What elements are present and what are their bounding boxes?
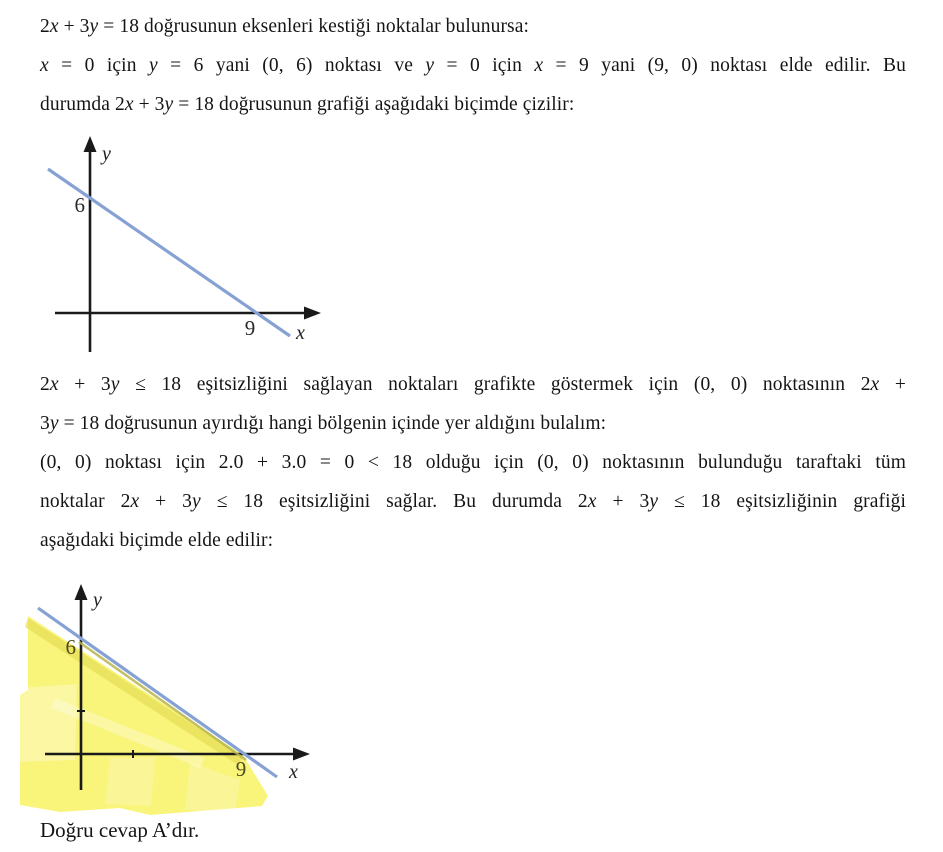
x-axis-arrowhead-icon [293,748,310,761]
math-variable: x [870,374,880,395]
text-segment: durumda 2 [40,94,125,115]
text-line [40,521,906,560]
x-axis-label: x [296,322,305,344]
text-line [40,46,906,85]
text-line [40,7,906,46]
y-axis-arrowhead-icon [75,584,88,600]
text-segment: aşağıdaki biçimde elde edilir: [40,530,274,551]
text-segment: = 6 yani (0, 6) noktası ve [157,55,426,76]
text-segment: ≤ 18 eşitsizliğini sağlayan noktaları grafikte göstermek için (0, 0) noktasının 2 [119,374,871,395]
inequality-graph [15,580,327,822]
x-axis-arrowhead-icon [304,307,321,320]
text-line [40,443,906,482]
math-variable: x [587,491,597,512]
math-variable: x [130,491,140,512]
math-variable: y [148,55,158,76]
highlight-light-patch [105,757,155,806]
text-segment: (0, 0) noktası için 2.0 + 3.0 = 0 < 18 olduğu için (0, 0) noktasının bulunduğu taraftaki tüm [40,452,906,473]
line-graph [40,136,340,356]
text-line [40,482,906,521]
text-segment: ≤ 18 eşitsizliğinin grafiği [658,491,906,512]
text-segment: noktalar 2 [40,491,131,512]
answer-line: Doğru cevap A’dır. [40,818,200,842]
text-segment: + 3 [133,94,165,115]
text-segment: 2 [40,16,50,37]
y-axis-arrowhead-icon [84,136,97,152]
y-axis-label: y [102,143,111,165]
math-variable: x [49,16,59,37]
text-segment: = 18 doğrusunun grafiği aşağıdaki biçimde çizilir: [173,94,575,115]
math-variable: y [49,413,59,434]
text-segment: + 3 [596,491,650,512]
text-segment: 3 [40,413,50,434]
text-segment: = 0 için [48,55,149,76]
y-intercept-label: 6 [65,635,76,659]
text-segment: + 3 [58,16,90,37]
x-intercept-label: 9 [244,316,256,340]
math-variable: y [89,16,99,37]
math-variable: y [425,55,435,76]
text-segment: = 0 için [434,55,535,76]
x-intercept-label: 9 [235,757,247,781]
text-segment: = 18 doğrusunun ayırdığı hangi bölgenin içinde yer aldığını bulalım: [58,413,607,434]
x-axis-label: x [289,761,298,783]
text-line [40,404,906,443]
text-segment: + [879,374,906,395]
text-segment: 2 [40,374,50,395]
paragraph-intercepts [40,7,906,124]
text-segment: + 3 [139,491,193,512]
text-segment: = 18 doğrusunun eksenleri kestiği noktalar bulunursa: [98,16,529,37]
math-variable: y [649,491,659,512]
text-segment: = 9 yani (9, 0) noktası elde edilir. Bu [543,55,906,76]
math-variable: x [49,374,59,395]
math-variable: x [534,55,544,76]
paragraph-inequality [40,365,906,560]
math-variable: x [40,55,49,76]
math-variable: y [192,491,201,512]
text-line [40,85,906,124]
y-axis-label: y [93,589,102,611]
text-line [40,365,906,404]
y-intercept-label: 6 [74,193,85,217]
math-variable: y [164,94,174,115]
highlight-light-patch [18,684,77,762]
math-variable: x [124,94,134,115]
text-segment: + 3 [58,374,111,395]
math-variable: y [110,374,120,395]
text-segment: ≤ 18 eşitsizliğini sağlar. Bu durumda 2 [200,491,588,512]
